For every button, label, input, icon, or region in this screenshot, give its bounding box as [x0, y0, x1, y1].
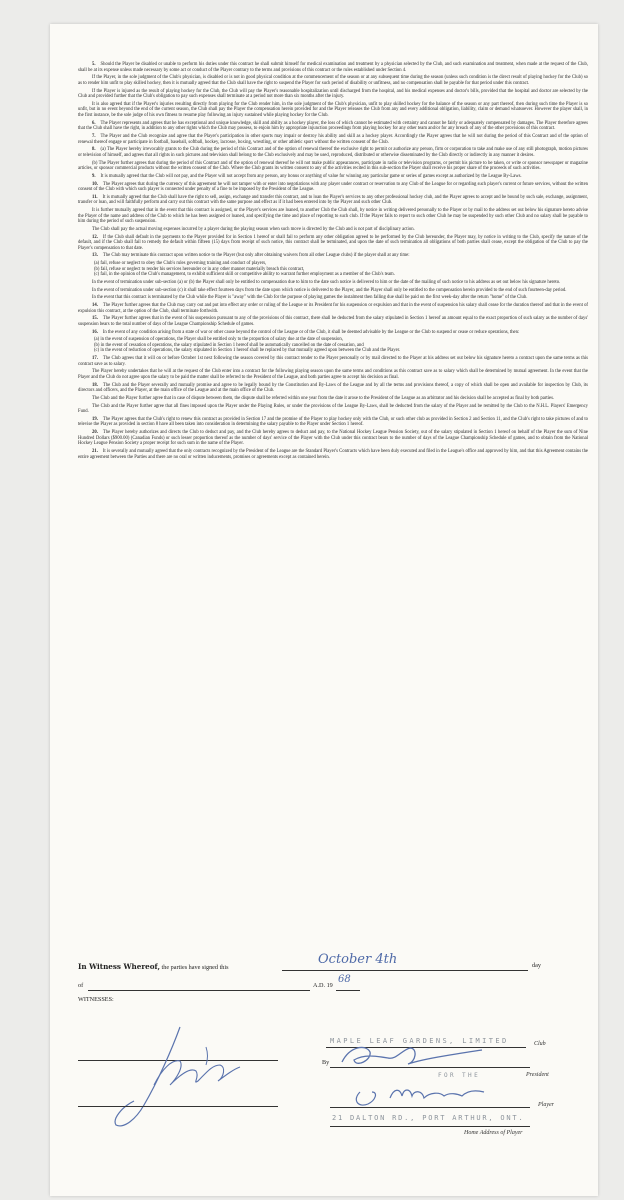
by-line — [330, 1067, 530, 1068]
contract-page — [50, 24, 598, 1196]
clause-text: (a) The Player hereby irrevocably grants to the Club during the period of this Contract and of the option of renewal thereof the exclusive right to permit or authorize any person, firm or corporation to take and make use of any still photograph, motion pictures or television of himself, and agrees that all rights in such pictures and television shall belong to the Club exclusively and may be used, reproduced, distributed or otherwise disseminated by the Club directly or indirectly in any manner it desires. — [78, 147, 588, 158]
clause-text: The Player agrees that during the currency of this agreement he will not tamper with or enter into negotiations with any player under contract or reservation to any Club of the League for or regarding such player's current or future services, without the written consent of the Club with which such player is connected under penalty of a fine to be imposed by the President of the League. — [78, 181, 588, 193]
clause-text: The Club agrees that it will on or before October 1st next following the season covered by this contract tender to the Player personally or by mail directed to the Player at his address set out below his signature hereto a contract upon the same terms as this contract save as to salary. — [78, 356, 588, 367]
clause-paragraph — [78, 235, 588, 252]
witness-rest: the parties have signed this — [161, 964, 229, 971]
clause-text: It is mutually agreed that the Club will not pay, and the Player will not accept from any person, any bonus or anything of value for winning any particular game or series of games except as authorized by the League By-Laws. — [100, 173, 522, 179]
clause-text: If the Club shall default in the payments to the Player provided for in Section 1 hereof or shall fail to perform any other obligation agreed to be performed by the Club hereunder, the Player may, by notice in writing to the Club, specify the nature of the default, and if the Club shall fail to remedy the default within fifteen (15) days from receipt of such notice, this contract shall be terminated, and upon the date of such termination all obligations of both parties shall cease, except the obligation of the Club to pay the Player's compensation to that date. — [78, 234, 588, 251]
clause-text: The Club shall pay the actual moving expenses incurred by a player during the playing season when such move is directed by the Club and is not part of disciplinary action. — [92, 226, 415, 232]
clause-number: 8. — [92, 147, 96, 153]
address-label: Home Address of Player — [464, 1130, 523, 1136]
clause-number: 19. — [92, 416, 98, 422]
sub-clause-item: (b) fail, refuse or neglect to render his services hereunder or in any other manner materially breach this contract, — [94, 266, 305, 272]
clause-paragraph — [78, 430, 588, 447]
clause-paragraph — [78, 134, 588, 145]
clause-text: It is also agreed that if the Player's injuries resulting directly from playing for the Club render him, in the sole judgment of the Club's physician, unfit to play skilled hockey for the balance of the season or any part thereof, then during such time the Player is so unfit, but in no event beyond the end of the current season, the Club shall pay the Player the compensation herein provided for and the Player releases the Club from any and every additional obligation, liability, claim or demand whatsoever. However the player shall, in the first instance, be the sole judge of his own fitness to resume play following an injury sustained while playing hockey for the Club. — [78, 101, 588, 118]
club-stamp: MAPLE LEAF GARDENS, LIMITED — [330, 1037, 509, 1045]
war-conditions — [78, 337, 588, 354]
clause-paragraph — [78, 280, 588, 286]
clause-text: It is severally and mutually agreed that the only contracts recognized by the President of the League are the Standard Player's Contracts which have been duly executed and filed in the League's office and approved by him, and that this Agreement contains the entire agreement between the Parties and there are no oral or written inducements, promises or agreements except as contained herein. — [78, 448, 588, 460]
clause-paragraph — [78, 208, 588, 225]
clause-text: In the event of any condition arising from a state of war or other cause beyond the control of the League or of the Club, it shall be deemed advisable by the League or the Club to suspend or cease or reduce operations, then: — [102, 329, 520, 335]
clause-paragraph — [78, 227, 588, 233]
clause-text: It is further mutually agreed that in the event that this contract is assigned, or the Player's services are loaned, to another Club the Club shall, by notice in writing delivered personally to the Player or by mail to the address set out below his signature hereto advise the Player of the name and address of the Club to which he has been assigned or loaned, and specifying the time and place of reporting to such club. If the Player fails to report to such other Club he may be suspended by such other Club and no salary shall be payable to him during the period of such suspension. — [78, 208, 588, 225]
clause-number: 20. — [92, 430, 98, 436]
clause-text: The Player hereby authorizes and directs the Club to deduct and pay, and the Club hereby agrees to deduct and pay, to the National Hockey League Pension Society, out of the salary stipulated in Section 1 hereof on behalf of the Player the sum of Nine Hundred Dollars ($900.00) (Canadian Funds) or such lesser proportion thereof as the number of days' service of the Player with the Club under this contract bears to the number of days of the League Championship Schedule of games, and to obtain from the National Hockey League Pension Society a proper receipt for such sum in the name of the Player. — [78, 430, 588, 447]
in-witness-whereof: In Witness Whereof, — [78, 962, 160, 971]
contract-clauses — [78, 62, 588, 462]
clause-text: It is mutually agreed that the Club shall have the right to sell, assign, exchange and transfer this contract, and to loan the Player's services to any other professional hockey club, and the Player agrees to accept and be bound by such sale, exchange, assignment, transfer or loan, and will faithfully perform and carry out this contract with the same purpose and effect as if it had been entered into by the Player and such other Club. — [78, 194, 588, 206]
ad-label: A.D. 19 — [313, 982, 333, 989]
clause-paragraph — [78, 195, 588, 206]
day-label: day — [532, 962, 541, 969]
player-label: Player — [538, 1102, 554, 1108]
clause-paragraph — [78, 75, 588, 86]
clause-number: 7. — [92, 133, 96, 139]
president-label: President — [526, 1072, 549, 1078]
clause-text: In the event of termination under sub-section (a) or (b) the Player shall only be entitled to compensation due to him to the date such notice is delivered to him or the date of the mailing of such notice to his address as set out below his signature hereto. — [92, 279, 561, 285]
clause-paragraph — [78, 396, 588, 402]
clause-text: The Club may terminate this contract upon written notice to the Player (but only after obtaining waivers from all other League clubs) if the player shall at any time: — [102, 253, 410, 259]
clause-paragraph — [78, 182, 588, 193]
clauses-5-to-13 — [78, 62, 588, 259]
clause-number: 21. — [92, 448, 98, 454]
clause-number: 14. — [92, 303, 98, 309]
clause-paragraph — [78, 288, 588, 294]
clause-text: The Club and the Player further agree that all fines imposed upon the Player under the Playing Rules, or under the provisions of the League By-Laws, shall be deducted from the salary of the Player and be remitted by the Club to the N.H.L. Players' Emergency Fund. — [78, 403, 588, 415]
clause-number: 18. — [92, 382, 98, 388]
clause-number: 12. — [92, 234, 98, 240]
clause-text: The Club and the Player further agree that in case of dispute between them, the dispute shall be referred within one year from the date it arose to the President of the League as an arbitrator and his decision shall be accepted as final by both parties. — [92, 395, 555, 401]
clause-number: 15. — [92, 316, 98, 322]
clause-paragraph — [78, 174, 588, 180]
date-handwritten: October 4th — [318, 952, 398, 967]
clause-paragraph — [78, 121, 588, 132]
witnesses-label: WITNESSES: — [78, 996, 114, 1003]
clauses-17-to-21 — [78, 356, 588, 460]
year-line — [336, 990, 360, 991]
address-stamp: 21 DALTON RD., PORT ARTHUR, ONT. — [332, 1114, 525, 1122]
clause-number: 11. — [92, 194, 98, 200]
termination-conditions — [78, 261, 588, 278]
clause-paragraph — [78, 295, 588, 301]
clause-text: In the event of termination under sub-section (c) it shall take effect fourteen days from the date upon which notice is delivered to the Player, and the Player shall only be entitled to the compensation herein provided to the end of such fourteen-day period. — [92, 287, 567, 293]
clause-paragraph — [78, 369, 588, 380]
clause-paragraph — [78, 161, 588, 172]
witness-line-2 — [78, 1106, 278, 1107]
witness-signature — [110, 1019, 242, 1137]
clause-paragraph — [78, 303, 588, 314]
clause-text: The Player hereby undertakes that he will at the request of the Club enter into a contract for the following playing season upon the same terms and conditions as this contract save as to salary which shall be determined by mutual agreement. In the event that the Player and the Club do not agree upon the salary to be paid the matter shall be referred to the President of the League, and both parties agree to accept his decision as final. — [78, 369, 588, 380]
clause-text: The Player further agrees that in the event of his suspension pursuant to any of the provisions of this contract, there shall be deducted from the salary stipulated in Section 1 hereof an amount equal to the exact proportion of such salary as the number of days' suspension bears to the total number of days of the League Championship Schedule of games. — [78, 316, 588, 327]
clause-text: The Player agrees that the Club's right to renew this contract as provided in Section 17 and the promise of the Player to play hockey only with the Club, or such other club as provided in Section 2 and Section 11, and the Club's right to take pictures of and to televise the Player as provided in section 8 have all been taken into consideration in determining the salary payable to the Player under Section 1 hereof. — [78, 416, 588, 428]
clause-paragraph — [78, 316, 588, 327]
club-label: Club — [534, 1041, 546, 1047]
sub-clause-item: (a) in the event of suspension of operations, the Player shall be entitled only to the proportion of salary due at the date of suspension, — [94, 337, 343, 343]
of-line — [88, 990, 310, 991]
clause-paragraph — [78, 383, 588, 394]
of-label: of — [78, 982, 84, 989]
clause-paragraph — [78, 404, 588, 415]
clause-number: 10. — [92, 181, 98, 187]
date-line — [282, 970, 528, 971]
clause-paragraph — [78, 253, 588, 259]
clause-text: The Club and the Player severally and mutually promise and agree to be legally bound by the Constitution and By-Laws of the League and by all the terms and provisions thereof, a copy of which shall be open and available for inspection by Club, its directors and officers, and the Player, at the main office of the League and at the main office of the Club. — [78, 382, 588, 394]
player-line — [330, 1107, 530, 1108]
clause-paragraph — [78, 449, 588, 460]
clause-text: The Player and the Club recognize and agree that the Player's participation in other sports may impair or destroy his ability and skill as a hockey player. Accordingly the Player agrees that he will not during the period of this Contract and of the option of renewal thereof engage or participate in football, baseball, softball, hockey, lacrosse, boxing, wrestling, or other athletic sport without the written consent of the Club. — [78, 133, 588, 145]
clause-number: 9. — [92, 173, 96, 179]
address-line — [330, 1126, 530, 1127]
sub-clause-item: (c) in the event of reduction of operations, the salary stipulated in Section 1 hereof shall be replaced by that mutually agreed upon between the Club and the Player. — [94, 348, 401, 354]
clause-text: The Player further agrees that the Club may carry out and put into effect any order or ruling of the League or its President for his suspension or expulsion and that in the event of suspension his salary shall cease for the duration thereof and that in the event of expulsion this contract, at the option of the Club, shall terminate forthwith. — [78, 303, 588, 314]
clause-paragraph — [78, 89, 588, 100]
sub-clause-item: (a) fail, refuse or neglect to obey the Club's rules governing training and conduct of players, — [94, 261, 267, 267]
clause-text: Should the Player be disabled or unable to perform his duties under this contract he shall submit himself for medical examination and treatment by a physician selected by the Club, and such examination and treatment, when made at the request of the Club, shall be at its expense unless made necessary by some act or conduct of the Player contrary to the terms and provisions of this contract or the rules established under Section 4. — [78, 62, 588, 73]
clause-paragraph — [78, 330, 588, 336]
sub-clause-item: (c) fail, in the opinion of the Club's management, to exhibit sufficient skill or competitive ability to warrant further employment as a member of the Club's team. — [94, 272, 395, 278]
president-signature — [336, 1040, 486, 1074]
clause-paragraph — [78, 147, 588, 158]
clause-number: 17. — [92, 356, 98, 361]
clause-text: In the event that this contract is terminated by the Club while the Player is "away" with the Club for the purpose of playing games the instalment then falling due shall be paid on the first week-day after the return "home" of the Club. — [92, 295, 528, 301]
by-label: By — [322, 1059, 330, 1066]
clause-number: 13. — [92, 253, 98, 259]
clause-paragraph — [78, 102, 588, 119]
clause-paragraph — [78, 356, 588, 367]
clause-paragraph — [78, 62, 588, 73]
clause-paragraph — [78, 417, 588, 428]
sub-clause-item: (b) in the event of cessation of operations, the salary stipulated in Section 1 hereof shall be automatically cancelled on the date of cessation, and — [94, 342, 364, 348]
clauses-13-to-16 — [78, 280, 588, 335]
clause-text: If the Player is injured as the result of playing hockey for the Club, the Club will pay the Player's reasonable hospitalization until discharged from the hospital, and his medical expenses and doctor's bills, provided that the hospital and doctor are selected by the Club and provided further that the Club's obligation to pay such expenses shall terminate at a period not more than six months after the injury. — [78, 88, 588, 100]
for-the-stamp: FOR THE — [438, 1072, 481, 1079]
clause-text: The Player represents and agrees that he has exceptional and unique knowledge, skill and ability as a hockey player, the loss of which cannot be estimated with certainty and cannot be fairly or adequately compensated by damages. The Player therefore agrees that the Club shall have the right, in addition to any other rights which the Club may possess, to enjoin him by appropriate injunction proceedings from playing hockey for any other team and/or for any breach of any of the other provisions of this contract. — [78, 120, 588, 132]
clause-number: 5. — [92, 62, 96, 67]
clause-text: If the Player, in the sole judgment of the Club's physician, is disabled or is not in good physical condition at the commencement of the season or at any subsequent time during the season (unless such condition is the direct result of playing hockey for the Club) so as to render him unfit to play skilled hockey, then it is mutually agreed that the Club shall have the right to suspend the Player for such period of disability or unfitness, and no compensation shall be payable for that period under this contract. — [78, 75, 588, 86]
year-handwritten: 68 — [338, 974, 351, 985]
clause-number: 16. — [92, 329, 98, 335]
clause-number: 6. — [92, 120, 96, 126]
clause-text: (b) The Player further agrees that during the period of this Contract and of the option of renewal thereof he will not make public appearances, participate in radio or television programs, or permit his picture to be taken, or write or sponsor newspaper or magazine articles, or sponsor commercial products without the written consent of the Club. Where the Club grants its written consent to any of the activities recited in this sub-section the Player shall receive his proper share of the proceeds of such activities. — [78, 160, 588, 172]
